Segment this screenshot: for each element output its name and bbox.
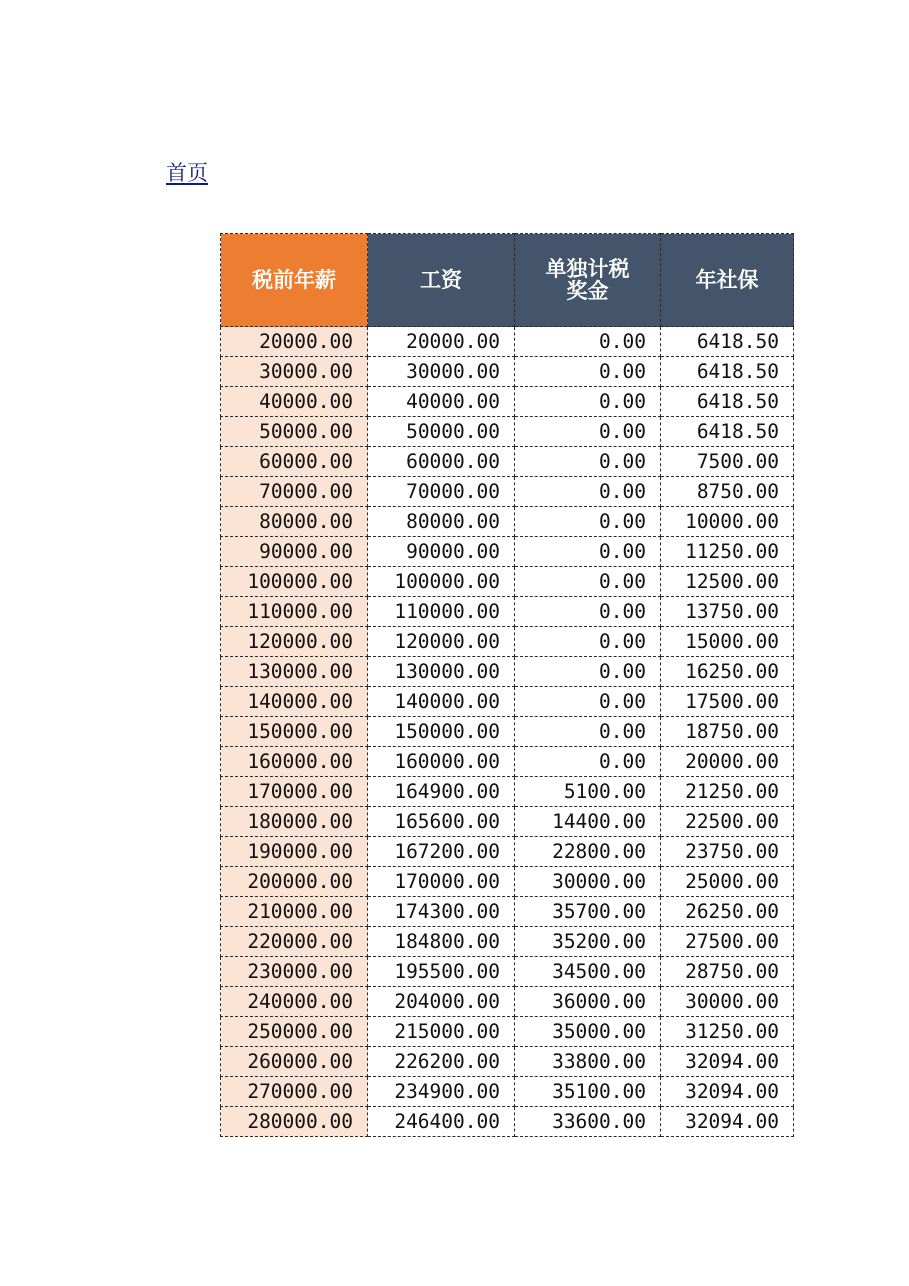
cell-annual-social-security: 31250.00: [661, 1017, 794, 1047]
cell-annual-social-security: 28750.00: [661, 957, 794, 987]
cell-annual-social-security: 17500.00: [661, 687, 794, 717]
cell-wage: 90000.00: [368, 537, 515, 567]
cell-wage: 215000.00: [368, 1017, 515, 1047]
cell-annual-social-security: 18750.00: [661, 717, 794, 747]
cell-pretax-annual-salary: 100000.00: [221, 567, 368, 597]
cell-separate-tax-bonus: 34500.00: [515, 957, 661, 987]
header-wage: 工资: [368, 234, 515, 327]
table-row: [221, 717, 794, 747]
table-row: [221, 1017, 794, 1047]
cell-wage: 184800.00: [368, 927, 515, 957]
cell-pretax-annual-salary: 90000.00: [221, 537, 368, 567]
cell-wage: 170000.00: [368, 867, 515, 897]
table-row: [221, 1077, 794, 1107]
cell-wage: 165600.00: [368, 807, 515, 837]
table-header-row: [221, 234, 794, 327]
cell-pretax-annual-salary: 150000.00: [221, 717, 368, 747]
cell-wage: 30000.00: [368, 357, 515, 387]
cell-wage: 110000.00: [368, 597, 515, 627]
cell-wage: 204000.00: [368, 987, 515, 1017]
cell-separate-tax-bonus: 0.00: [515, 747, 661, 777]
table-row: [221, 957, 794, 987]
cell-separate-tax-bonus: 0.00: [515, 387, 661, 417]
cell-pretax-annual-salary: 210000.00: [221, 897, 368, 927]
cell-annual-social-security: 27500.00: [661, 927, 794, 957]
cell-annual-social-security: 22500.00: [661, 807, 794, 837]
cell-wage: 195500.00: [368, 957, 515, 987]
cell-separate-tax-bonus: 33800.00: [515, 1047, 661, 1077]
cell-wage: 234900.00: [368, 1077, 515, 1107]
cell-annual-social-security: 26250.00: [661, 897, 794, 927]
table-row: [221, 357, 794, 387]
table-row: [221, 837, 794, 867]
cell-separate-tax-bonus: 0.00: [515, 687, 661, 717]
cell-annual-social-security: 8750.00: [661, 477, 794, 507]
cell-separate-tax-bonus: 0.00: [515, 357, 661, 387]
cell-separate-tax-bonus: 36000.00: [515, 987, 661, 1017]
cell-annual-social-security: 15000.00: [661, 627, 794, 657]
cell-separate-tax-bonus: 0.00: [515, 417, 661, 447]
cell-wage: 167200.00: [368, 837, 515, 867]
cell-wage: 150000.00: [368, 717, 515, 747]
table-row: [221, 777, 794, 807]
cell-annual-social-security: 21250.00: [661, 777, 794, 807]
table-row: [221, 477, 794, 507]
header-annual-social-security: 年社保: [661, 234, 794, 327]
cell-annual-social-security: 20000.00: [661, 747, 794, 777]
cell-pretax-annual-salary: 170000.00: [221, 777, 368, 807]
cell-separate-tax-bonus: 0.00: [515, 537, 661, 567]
table-row: [221, 1047, 794, 1077]
cell-wage: 120000.00: [368, 627, 515, 657]
cell-separate-tax-bonus: 35000.00: [515, 1017, 661, 1047]
cell-wage: 164900.00: [368, 777, 515, 807]
cell-separate-tax-bonus: 0.00: [515, 627, 661, 657]
table-row: [221, 1107, 794, 1137]
table-row: [221, 927, 794, 957]
cell-pretax-annual-salary: 120000.00: [221, 627, 368, 657]
cell-pretax-annual-salary: 200000.00: [221, 867, 368, 897]
table-row: [221, 627, 794, 657]
cell-separate-tax-bonus: 35200.00: [515, 927, 661, 957]
cell-annual-social-security: 6418.50: [661, 357, 794, 387]
cell-separate-tax-bonus: 22800.00: [515, 837, 661, 867]
header-pretax-annual-salary: 税前年薪: [221, 234, 368, 327]
cell-wage: 80000.00: [368, 507, 515, 537]
cell-wage: 226200.00: [368, 1047, 515, 1077]
cell-pretax-annual-salary: 50000.00: [221, 417, 368, 447]
cell-separate-tax-bonus: 5100.00: [515, 777, 661, 807]
cell-wage: 100000.00: [368, 567, 515, 597]
cell-wage: 60000.00: [368, 447, 515, 477]
cell-pretax-annual-salary: 160000.00: [221, 747, 368, 777]
cell-pretax-annual-salary: 260000.00: [221, 1047, 368, 1077]
cell-annual-social-security: 32094.00: [661, 1107, 794, 1137]
cell-pretax-annual-salary: 280000.00: [221, 1107, 368, 1137]
cell-wage: 160000.00: [368, 747, 515, 777]
cell-pretax-annual-salary: 60000.00: [221, 447, 368, 477]
cell-annual-social-security: 25000.00: [661, 867, 794, 897]
table-row: [221, 747, 794, 777]
table-row: [221, 867, 794, 897]
cell-separate-tax-bonus: 0.00: [515, 477, 661, 507]
table-row: [221, 447, 794, 477]
table-body: [221, 327, 794, 1137]
cell-separate-tax-bonus: 0.00: [515, 717, 661, 747]
cell-separate-tax-bonus: 33600.00: [515, 1107, 661, 1137]
table-row: [221, 897, 794, 927]
home-link[interactable]: 首页: [166, 161, 208, 185]
table-row: [221, 987, 794, 1017]
cell-pretax-annual-salary: 250000.00: [221, 1017, 368, 1047]
cell-separate-tax-bonus: 0.00: [515, 447, 661, 477]
header-separate-tax-bonus: 单独计税 奖金: [515, 234, 661, 327]
cell-separate-tax-bonus: 0.00: [515, 567, 661, 597]
cell-annual-social-security: 10000.00: [661, 507, 794, 537]
cell-separate-tax-bonus: 14400.00: [515, 807, 661, 837]
cell-annual-social-security: 12500.00: [661, 567, 794, 597]
cell-separate-tax-bonus: 35100.00: [515, 1077, 661, 1107]
cell-pretax-annual-salary: 180000.00: [221, 807, 368, 837]
cell-annual-social-security: 11250.00: [661, 537, 794, 567]
cell-annual-social-security: 13750.00: [661, 597, 794, 627]
cell-pretax-annual-salary: 20000.00: [221, 327, 368, 357]
cell-separate-tax-bonus: 0.00: [515, 327, 661, 357]
cell-pretax-annual-salary: 140000.00: [221, 687, 368, 717]
cell-separate-tax-bonus: 35700.00: [515, 897, 661, 927]
cell-pretax-annual-salary: 190000.00: [221, 837, 368, 867]
cell-annual-social-security: 6418.50: [661, 387, 794, 417]
cell-annual-social-security: 30000.00: [661, 987, 794, 1017]
table-row: [221, 327, 794, 357]
cell-annual-social-security: 32094.00: [661, 1077, 794, 1107]
cell-pretax-annual-salary: 220000.00: [221, 927, 368, 957]
table-row: [221, 567, 794, 597]
table-row: [221, 657, 794, 687]
cell-wage: 174300.00: [368, 897, 515, 927]
cell-wage: 140000.00: [368, 687, 515, 717]
cell-wage: 20000.00: [368, 327, 515, 357]
cell-wage: 70000.00: [368, 477, 515, 507]
cell-separate-tax-bonus: 0.00: [515, 657, 661, 687]
cell-pretax-annual-salary: 80000.00: [221, 507, 368, 537]
cell-wage: 130000.00: [368, 657, 515, 687]
cell-pretax-annual-salary: 30000.00: [221, 357, 368, 387]
cell-pretax-annual-salary: 130000.00: [221, 657, 368, 687]
cell-separate-tax-bonus: 0.00: [515, 597, 661, 627]
table-row: [221, 807, 794, 837]
cell-pretax-annual-salary: 70000.00: [221, 477, 368, 507]
table-row: [221, 687, 794, 717]
cell-pretax-annual-salary: 40000.00: [221, 387, 368, 417]
table-row: [221, 507, 794, 537]
cell-pretax-annual-salary: 230000.00: [221, 957, 368, 987]
cell-wage: 40000.00: [368, 387, 515, 417]
table-row: [221, 417, 794, 447]
cell-annual-social-security: 23750.00: [661, 837, 794, 867]
cell-annual-social-security: 7500.00: [661, 447, 794, 477]
cell-annual-social-security: 32094.00: [661, 1047, 794, 1077]
table-row: [221, 387, 794, 417]
cell-pretax-annual-salary: 240000.00: [221, 987, 368, 1017]
cell-pretax-annual-salary: 110000.00: [221, 597, 368, 627]
cell-pretax-annual-salary: 270000.00: [221, 1077, 368, 1107]
cell-wage: 246400.00: [368, 1107, 515, 1137]
cell-annual-social-security: 6418.50: [661, 327, 794, 357]
cell-separate-tax-bonus: 30000.00: [515, 867, 661, 897]
cell-annual-social-security: 16250.00: [661, 657, 794, 687]
table-row: [221, 537, 794, 567]
cell-annual-social-security: 6418.50: [661, 417, 794, 447]
cell-wage: 50000.00: [368, 417, 515, 447]
table-row: [221, 597, 794, 627]
cell-separate-tax-bonus: 0.00: [515, 507, 661, 537]
salary-table: [220, 233, 794, 1137]
